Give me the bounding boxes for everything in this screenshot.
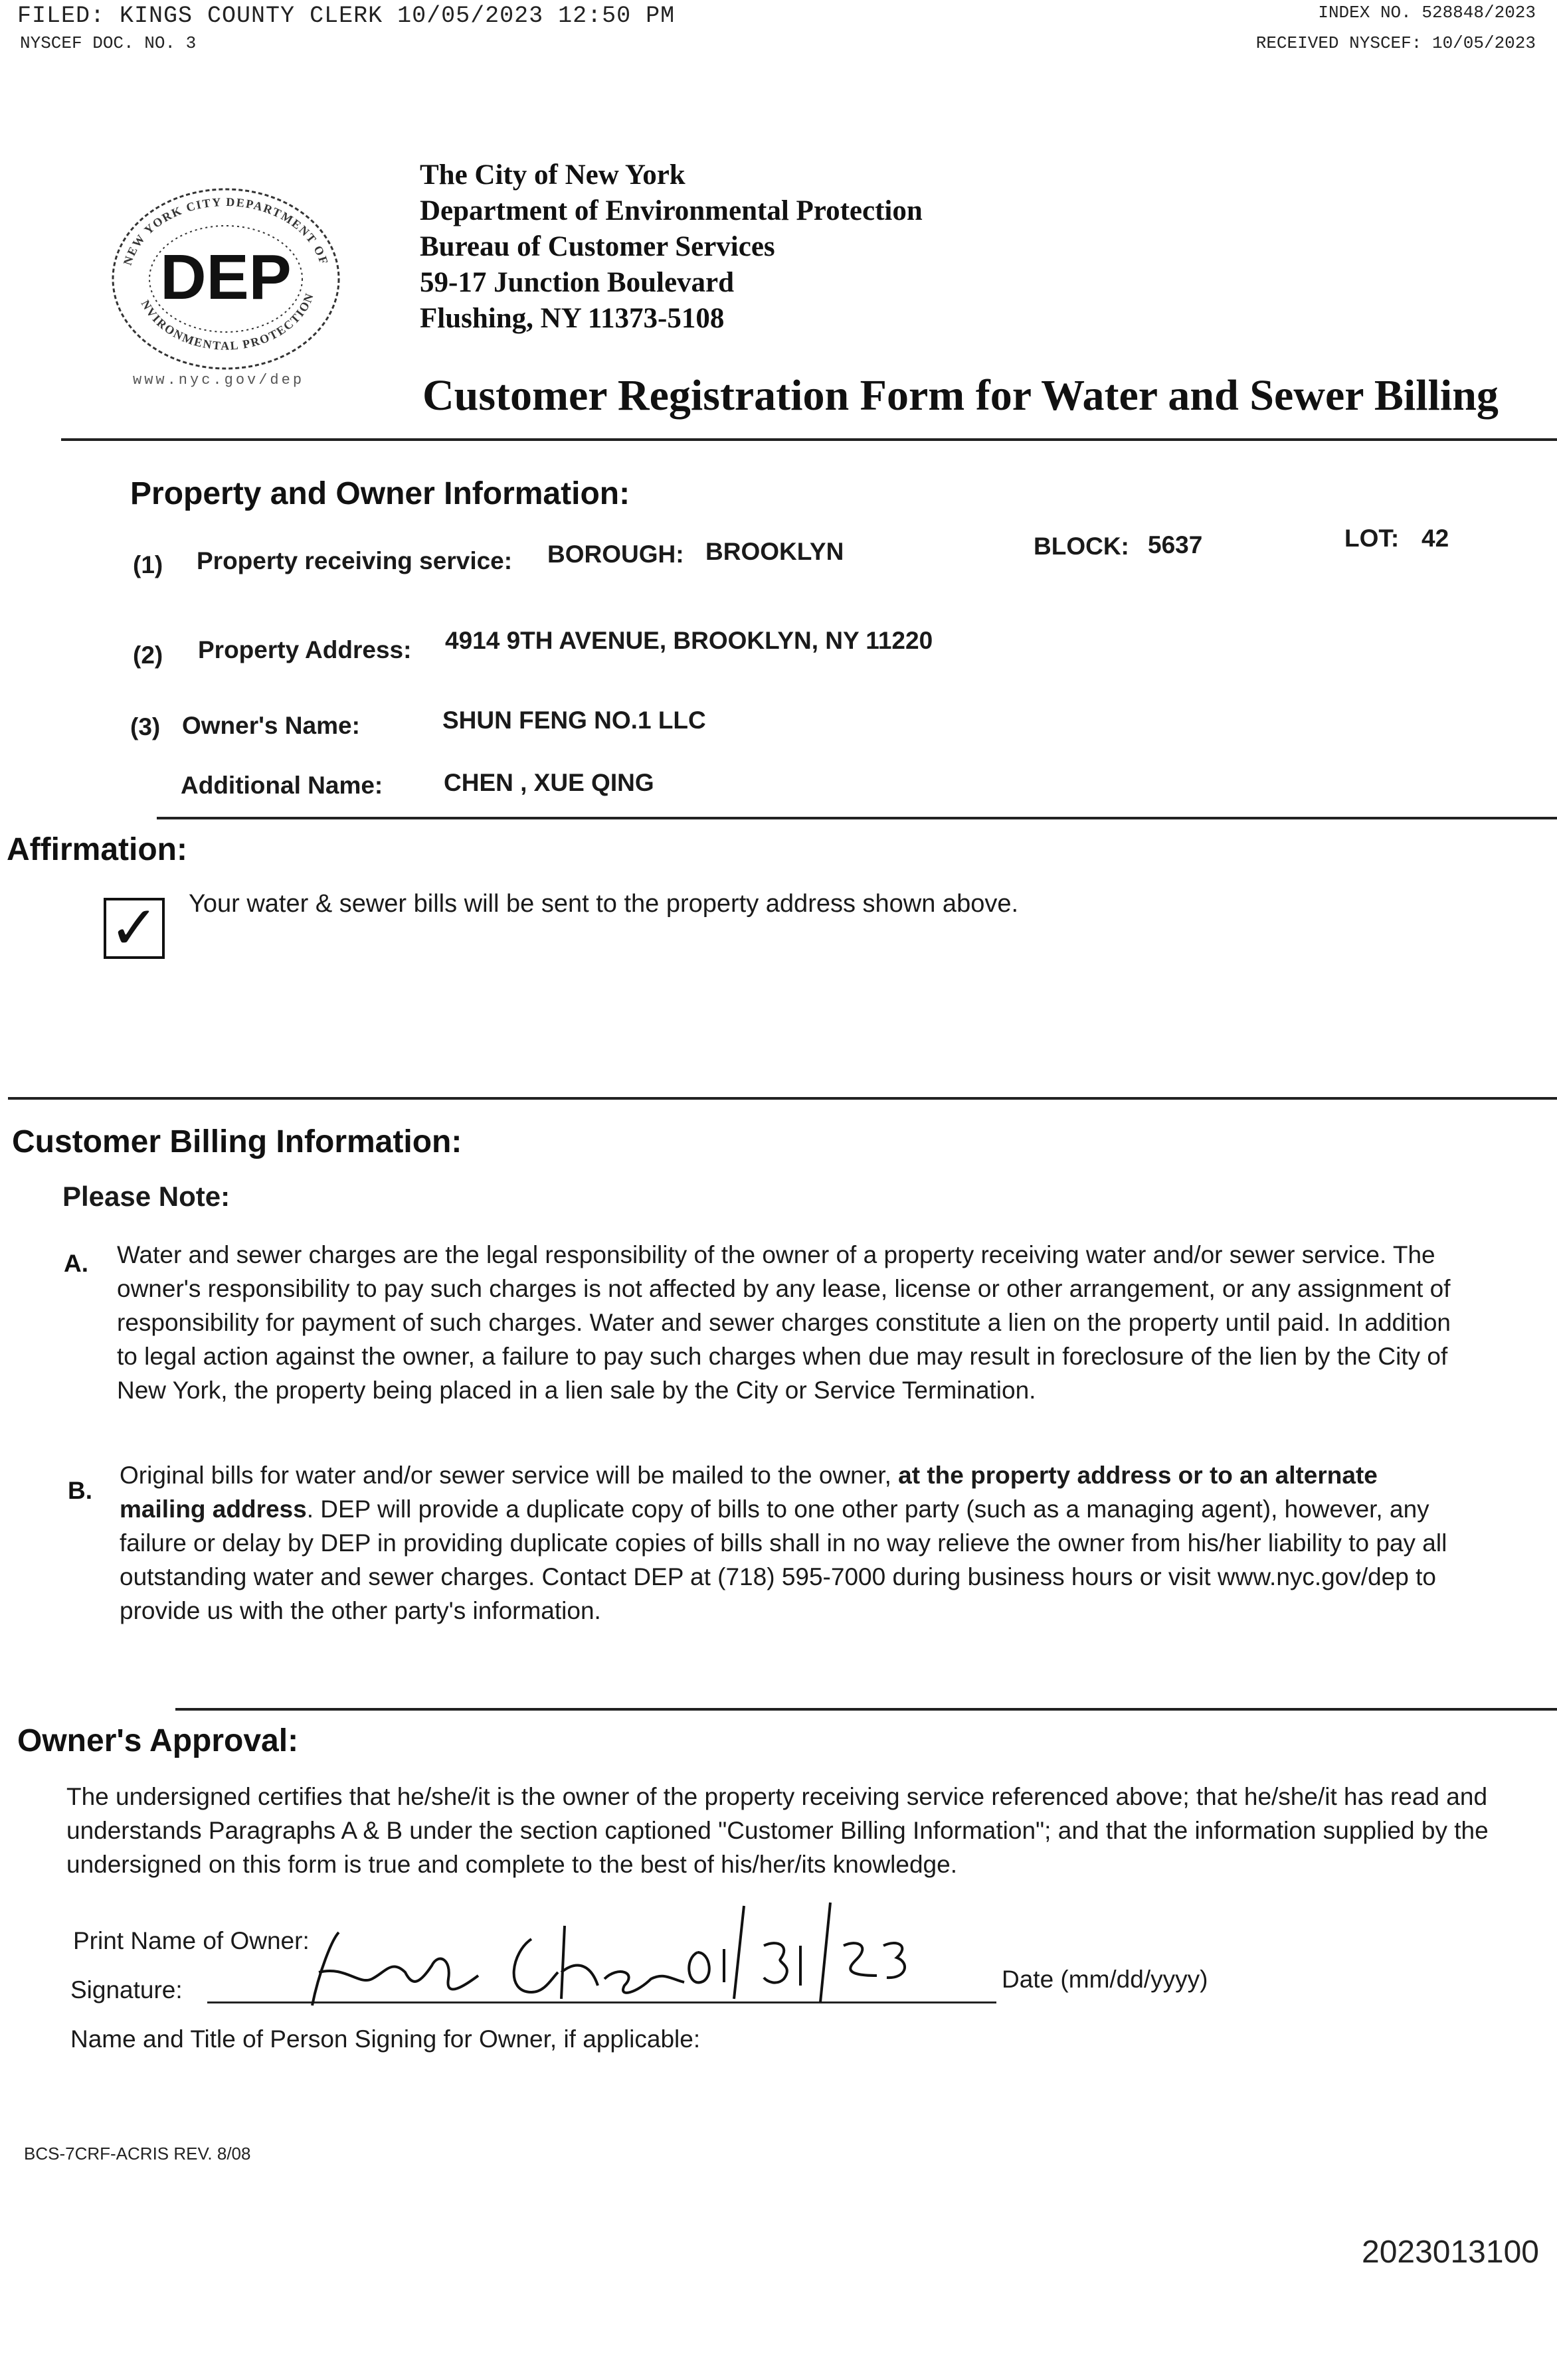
please-note-label: Please Note:: [62, 1181, 230, 1212]
seal-ring-bottom: NVIRONMENTAL PROTECTION: [138, 290, 317, 353]
paragraph-b-text: [120, 1458, 1464, 1628]
block-label: BLOCK:: [1034, 533, 1129, 560]
name-title-label: Name and Title of Person Signing for Owner, if applicable:: [70, 2025, 701, 2053]
billing-heading: Customer Billing Information:: [12, 1124, 462, 1159]
dep-seal: [100, 179, 352, 392]
title-rule: [61, 438, 1557, 441]
agency-city: The City of New York: [420, 159, 686, 191]
owner-name-value: SHUN FENG NO.1 LLC: [442, 707, 706, 734]
property-service-label: Property receiving service:: [197, 547, 513, 574]
approval-heading: Owner's Approval:: [17, 1723, 299, 1758]
affirmation-heading: Affirmation:: [7, 832, 187, 867]
seal-ring-top: NEW YORK CITY DEPARTMENT OF: [120, 195, 331, 267]
additional-name-value: CHEN , XUE QING: [444, 769, 654, 796]
seal-url: www.nyc.gov/dep: [133, 372, 305, 388]
check-icon: ✓: [109, 895, 159, 962]
agency-city-zip: Flushing, NY 11373-5108: [420, 303, 725, 334]
handwritten-date: [678, 1899, 943, 2005]
form-code: BCS-7CRF-ACRIS REV. 8/08: [24, 2144, 251, 2164]
block-value: 5637: [1148, 531, 1203, 558]
borough-label: BOROUGH:: [547, 541, 684, 568]
form-title: Customer Registration Form for Water and Sewer Billing: [422, 371, 1499, 420]
agency-street: 59-17 Junction Boulevard: [420, 267, 735, 298]
document-number: 2023013100: [1362, 2235, 1539, 2270]
agency-department: Department of Environmental Protection: [420, 195, 923, 226]
item3-number: (3): [130, 713, 161, 740]
paragraph-b-part2: . DEP will provide a duplicate copy of bills to one other party (such as a managing agent), however, any failure or delay by DEP in providing duplicate copies of bills shall in no way relieve the owner from his/her liability to pay all outstanding water and sewer charges. Contact DEP at (718) 595-7000 during business hours or visit www.nyc.gov/dep to provide us with the other party's information.: [120, 1495, 1447, 1624]
received-stamp: RECEIVED NYSCEF: 10/05/2023: [1255, 33, 1536, 53]
lot-label: LOT:: [1344, 525, 1400, 552]
property-owner-heading: Property and Owner Information:: [130, 476, 630, 511]
filed-line: FILED: KINGS COUNTY CLERK 10/05/2023 12:50 PM: [17, 3, 676, 29]
affirmation-text: Your water & sewer bills will be sent to the property address shown above.: [189, 890, 1019, 918]
approval-text: The undersigned certifies that he/she/it is the owner of the property receiving service referenced above; that he/she/it has read and understands Paragraphs A & B under the section captioned "Customer Billing Information"; and that the information supplied by the undersigned on this form is true and complete to the best of his/her/its knowledge.: [66, 1783, 1489, 1878]
borough-value: BROOKLYN: [705, 538, 844, 565]
property-address-label: Property Address:: [198, 636, 412, 663]
print-name-label: Print Name of Owner:: [73, 1927, 310, 1954]
item1-number: (1): [133, 551, 163, 578]
seal-text: DEP: [160, 242, 292, 313]
property-address-value: 4914 9TH AVENUE, BROOKLYN, NY 11220: [445, 627, 933, 654]
billing-rule: [175, 1708, 1557, 1711]
owner-rule: [157, 817, 1557, 819]
dep-seal-graphic: [100, 179, 352, 392]
owner-name-label: Owner's Name:: [182, 712, 360, 739]
date-label: Date (mm/dd/yyyy): [1002, 1966, 1208, 1993]
paragraph-b-emphasis: at the property address or to an alternate mailing address: [120, 1462, 1378, 1523]
paragraph-a-text: Water and sewer charges are the legal responsibility of the owner of a property receiving water and/or sewer service. The owner's responsibility to pay such charges is not affected by any lease, license or other arrangement, or any assignment of responsibility for payment of such charges. Water and sewer charges constitute a lien on the property until paid. In addition to legal action against the owner, a failure to pay such charges when due may result in foreclosure of the lien by the City of New York, the property being placed in a lien sale by the City or Service Termination.: [117, 1241, 1451, 1404]
index-number: INDEX NO. 528848/2023: [1318, 3, 1536, 23]
lot-value: 42: [1421, 525, 1449, 552]
affirmation-rule: [8, 1097, 1557, 1100]
paragraph-a-letter: A.: [64, 1250, 88, 1277]
agency-bureau: Bureau of Customer Services: [420, 231, 775, 262]
affirmation-checkbox[interactable]: [104, 895, 165, 962]
additional-name-label: Additional Name:: [181, 772, 383, 799]
doc-number: NYSCEF DOC. NO. 3: [20, 33, 197, 53]
paragraph-b-part1: Original bills for water and/or sewer service will be mailed to the owner,: [120, 1462, 899, 1489]
paragraph-b-letter: B.: [68, 1477, 92, 1504]
item2-number: (2): [133, 641, 163, 669]
signature-label: Signature:: [70, 1976, 183, 2003]
